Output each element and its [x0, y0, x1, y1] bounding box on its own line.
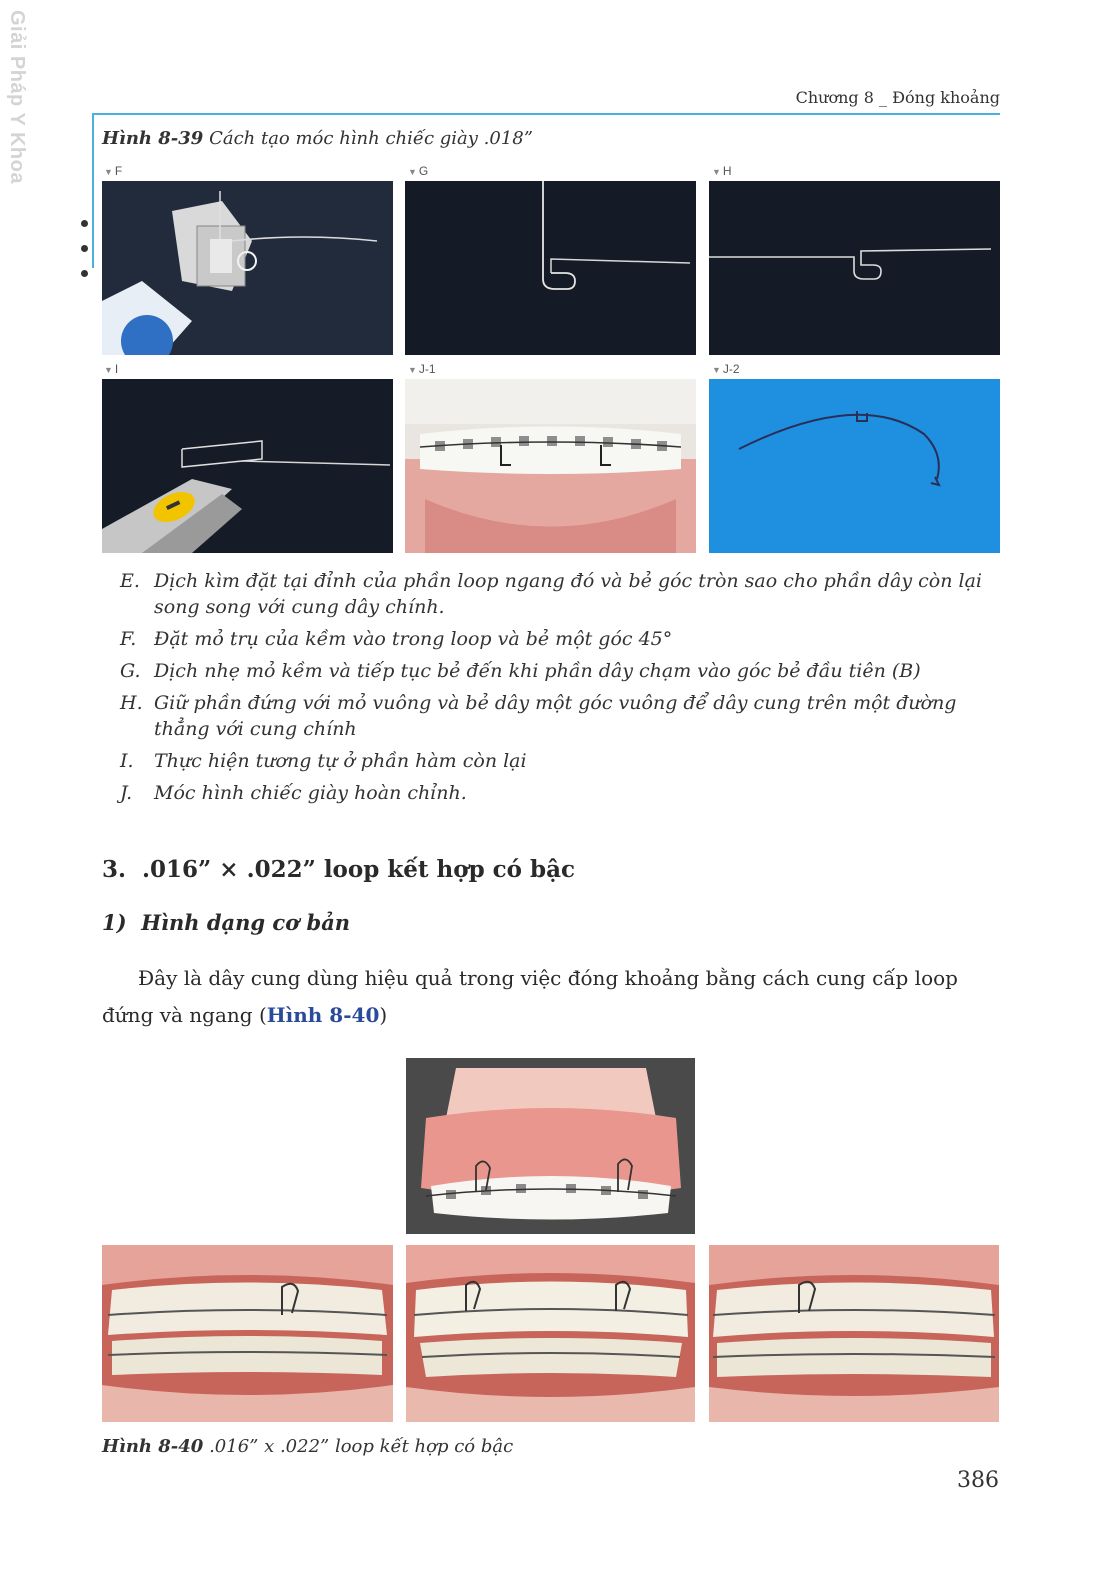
bullet-dot-icon [81, 220, 88, 227]
panel-label-i: ▼ I [104, 362, 119, 376]
photo-intraoral-front [406, 1245, 695, 1422]
bullet-dot-icon [81, 245, 88, 252]
page-number: 386 [957, 1468, 999, 1493]
header-rule [92, 113, 1000, 115]
list-item: F. Đặt mỏ trụ của kềm vào trong loop và bẻ một góc 45° [120, 628, 673, 650]
photo-panel-i [102, 379, 393, 553]
subsection-heading: 1) Hình dạng cơ bản [102, 910, 351, 935]
figure-label: Hình 8-39 [102, 128, 204, 149]
figure-label: Hình 8-40 [102, 1436, 204, 1457]
photo-intraoral-right [102, 1245, 393, 1422]
figure-caption-text: Cách tạo móc hình chiếc giày .018” [203, 128, 533, 149]
bullet-dot-icon [81, 270, 88, 277]
panel-label-f: ▼ F [104, 164, 123, 178]
panel-label-g: ▼ G [408, 164, 429, 178]
list-item: G. Dịch nhẹ mỏ kềm và tiếp tục bẻ đến khi phần dây chạm vào góc bẻ đầu tiên (B) [120, 660, 921, 682]
photo-panel-g [405, 181, 696, 355]
step-list [120, 568, 1004, 812]
figure-caption-8-40 [102, 1436, 513, 1457]
photo-panel-j2 [709, 379, 1000, 553]
panel-label-j2: ▼ J-2 [712, 362, 740, 376]
list-item: E. Dịch kìm đặt tại đỉnh của phần loop ngang đó và bẻ góc tròn sao cho phần dây còn lại song song với cung dây chính. [120, 570, 982, 618]
figure-caption-text: .016” x .022” loop kết hợp có bậc [203, 1436, 514, 1457]
panel-label-h: ▼ H [712, 164, 732, 178]
figure-cross-reference-link[interactable]: Hình 8-40 [266, 1003, 380, 1027]
photo-intraoral-left [709, 1245, 999, 1422]
photo-typodont-loops [406, 1058, 695, 1234]
photo-panel-f [102, 181, 393, 355]
photo-panel-j1 [405, 379, 696, 553]
list-item: J. Móc hình chiếc giày hoàn chỉnh. [120, 782, 467, 804]
header-rule-vertical [92, 113, 94, 268]
photo-panel-h [709, 181, 1000, 355]
side-watermark: Giải Pháp Y Khoa [6, 10, 28, 184]
list-item: I. Thực hiện tương tự ở phần hàm còn lại [120, 750, 527, 772]
list-item: H. Giữ phần đứng với mỏ vuông và bẻ dây một góc vuông để dây cung trên một đường thẳng với cung chính [120, 692, 957, 740]
body-paragraph: Đây là dây cung dùng hiệu quả trong việc đóng khoảng bằng cách cung cấp loop đứng và ngang (Hình 8-40) [102, 966, 958, 1027]
section-heading: 3. .016” × .022” loop kết hợp có bậc [102, 856, 576, 883]
running-head: Chương 8 _ Đóng khoảng [795, 88, 1000, 107]
figure-caption-8-39 [102, 128, 533, 149]
panel-label-j1: ▼ J-1 [408, 362, 436, 376]
